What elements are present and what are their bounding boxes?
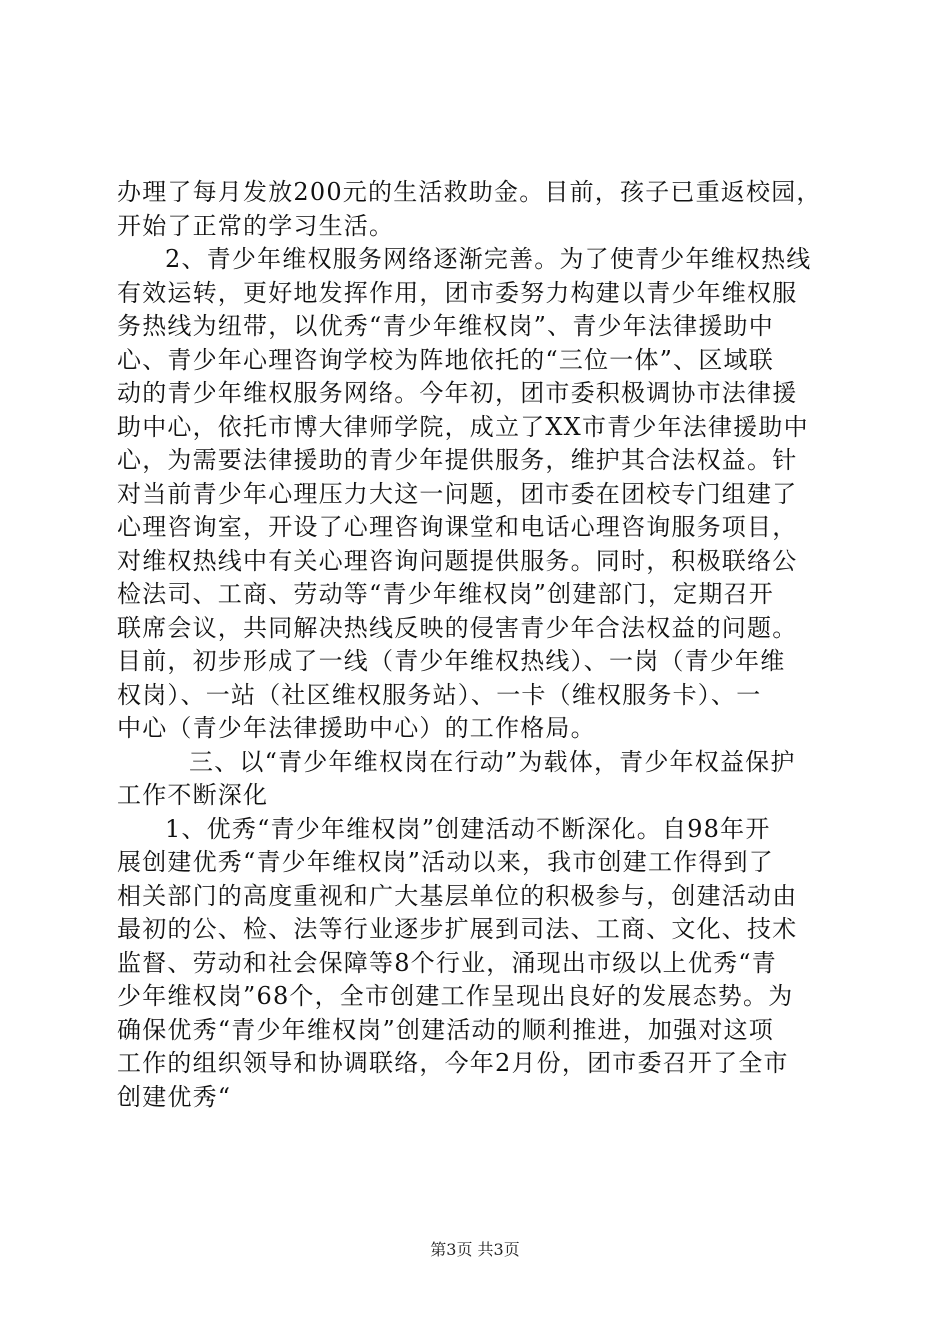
text-line: 动的青少年维权服务网络。今年初，团市委积极调协市法律援 [117,379,798,407]
text-line: 2、青少年维权服务网络逐渐完善。为了使青少年维权热线 [165,245,812,273]
text-line: 确保优秀“青少年维权岗”创建活动的顺利推进，加强对这项 [117,1015,774,1044]
text-line: 办理了每月发放200元的生活救助金。目前，孩子已重返校园， [117,178,822,206]
text-line: 少年维权岗”68个，全市创建工作呈现出良好的发展态势。为 [117,982,794,1010]
page-footer: 第3页 共3页 [430,1240,520,1259]
text-line: 助中心，依托市博大律师学院，成立了XX市青少年法律援助中 [117,412,809,441]
text-line: 监督、劳动和社会保障等8个行业，涌现出市级以上优秀“青 [117,948,777,977]
text-line: 中心（青少年法律援助中心）的工作格局。 [117,714,596,742]
text-line: 三、以“青少年维权岗在行动”为载体，青少年权益保护 [189,747,796,776]
text-line: 检法司、工商、劳动等“青少年维权岗”创建部门，定期召开 [117,580,774,608]
text-line: 相关部门的高度重视和广大基层单位的积极参与，创建活动由 [117,881,798,910]
text-line: 心理咨询室，开设了心理咨询课堂和电话心理咨询服务项目， [117,513,798,541]
text-line: 创建优秀“ [117,1082,232,1111]
text-line: 联席会议，共同解决热线反映的侵害青少年合法权益的问题。 [117,613,798,642]
text-line: 目前，初步形成了一线（青少年维权热线）、一岗（青少年维 [117,647,786,675]
text-line: 1、优秀“青少年维权岗”创建活动不断深化。自98年开 [165,814,771,843]
text-line: 对维权热线中有关心理咨询问题提供服务。同时，积极联络公 [117,546,798,575]
text-line: 对当前青少年心理压力大这一问题，团市委在团校专门组建了 [117,479,798,508]
text-line: 务热线为纽带，以优秀“青少年维权岗”、青少年法律援助中 [117,312,774,340]
text-line: 展创建优秀“青少年维权岗”活动以来，我市创建工作得到了 [117,848,774,876]
text-line: 心、青少年心理咨询学校为阵地依托的“三位一体”、区域联 [117,345,774,374]
text-line: 工作的组织领导和协调联络，今年2月份，团市委召开了全市 [117,1049,789,1077]
text-line: 心，为需要法律援助的青少年提供服务，维护其合法权益。针 [117,446,798,474]
text-line: 工作不断深化 [117,781,269,809]
text-line: 权岗）、一站（社区维权服务站）、一卡（维权服务卡）、一 [117,680,762,709]
text-line: 有效运转，更好地发挥作用，团市委努力构建以青少年维权服 [117,278,798,307]
text-line: 开始了正常的学习生活。 [117,211,395,240]
text-line: 最初的公、检、法等行业逐步扩展到司法、工商、文化、技术 [117,915,798,943]
document-body [117,176,833,1114]
